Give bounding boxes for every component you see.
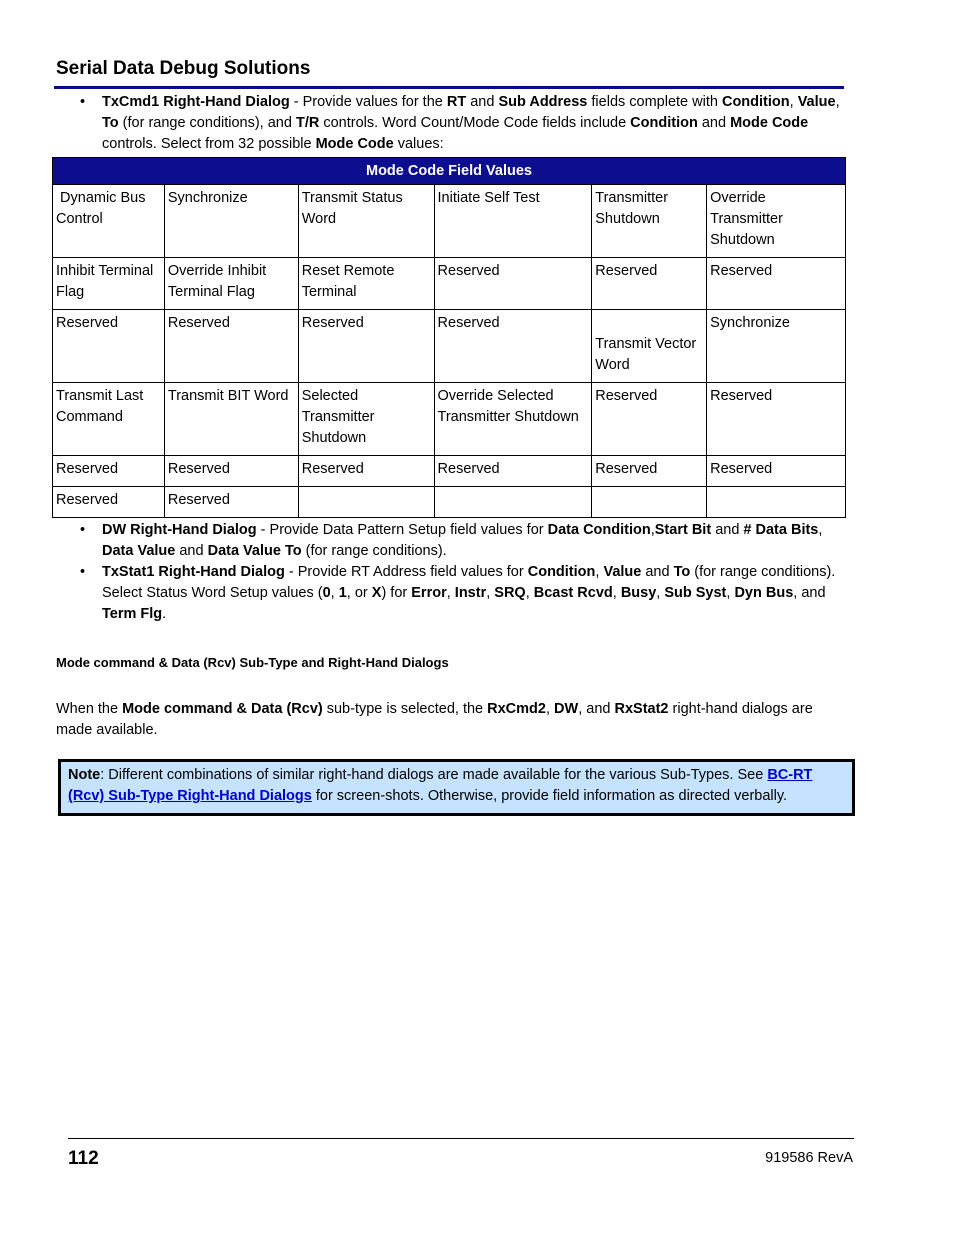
table-cell: [592, 310, 707, 383]
table-cell: Initiate Self Test: [434, 185, 592, 258]
table-cell: Synchronize: [164, 185, 298, 258]
table-cell: Transmit Last Command: [53, 383, 165, 456]
subtype-dialogs-link[interactable]: BC-RT (Rcv) Sub-Type Right-Hand Dialogs: [68, 767, 813, 804]
page-content: [52, 92, 846, 816]
table-cell: Reserved: [164, 456, 298, 487]
table-row: [53, 258, 846, 310]
bullet-dw: • DW Right-Hand Dialog - Provide Data Pattern Setup field values for Data Condition,Start Bit and # Data Bits, Data Value and Data Value To (for range conditions).: [80, 522, 823, 559]
table-cell: Transmitter Shutdown: [592, 185, 707, 258]
table-row: [53, 487, 846, 518]
table-cell: Reserved: [164, 487, 298, 518]
table-cell: [298, 487, 434, 518]
bullet-dot-icon: •: [80, 522, 86, 538]
note-label: Note: [68, 767, 101, 783]
table-cell: Reserved: [53, 456, 165, 487]
table-cell: Override Inhibit Terminal Flag: [164, 258, 298, 310]
bullet-dot-icon: •: [80, 94, 86, 110]
table-cell: [592, 487, 707, 518]
footer-rule: [68, 1138, 854, 1139]
table-cell: Override Transmitter Shutdown: [707, 185, 846, 258]
table-cell: Reserved: [164, 310, 298, 383]
table-row: [53, 456, 846, 487]
subsection-heading: Mode command & Data (Rcv) Sub-Type and Right-Hand Dialogs: [56, 655, 449, 670]
document-id: 919586 RevA: [765, 1150, 853, 1166]
table-cell: Reserved: [298, 456, 434, 487]
table-cell: Reset Remote Terminal: [298, 258, 434, 310]
page-number: 112: [68, 1148, 99, 1169]
table-cell: Selected Transmitter Shutdown: [298, 383, 434, 456]
table-cell: Override Selected Transmitter Shutdown: [434, 383, 592, 456]
bullet-dot-icon: •: [80, 564, 86, 580]
table-row: [53, 383, 846, 456]
section-title: Serial Data Debug Solutions: [56, 58, 311, 79]
table-cell: Inhibit Terminal Flag: [53, 258, 165, 310]
table-row: [53, 310, 846, 383]
cell-text: Transmit Vector Word: [595, 336, 697, 373]
table-cell: [434, 487, 592, 518]
table-cell: Reserved: [434, 456, 592, 487]
table-cell: Reserved: [592, 456, 707, 487]
table-cell: Reserved: [53, 310, 165, 383]
table-cell: [707, 487, 846, 518]
table-cell: Reserved: [707, 258, 846, 310]
table-row: [53, 185, 846, 258]
body-paragraph: When the Mode command & Data (Rcv) sub-type is selected, the RxCmd2, DW, and RxStat2 right-hand dialogs are made available.: [56, 701, 813, 738]
table-title: Mode Code Field Values: [53, 158, 846, 185]
mode-code-table: [52, 157, 846, 518]
table-cell: Reserved: [434, 258, 592, 310]
bullet-txstat1: • TxStat1 Right-Hand Dialog - Provide RT Address field values for Condition, Value and To (for range conditions). Select Status Word Setup values (0, 1, or X) for Error, Instr, SRQ, Bcast Rcvd, Busy, Sub Syst, Dyn Bus, and Term Flg.: [80, 564, 836, 622]
table-cell: Dynamic Bus Control: [53, 185, 165, 258]
table-cell: Reserved: [707, 456, 846, 487]
bullet-txcmd1: • TxCmd1 Right-Hand Dialog - Provide values for the RT and Sub Address fields complete with Condition, Value, To (for range conditions), and T/R controls. Word Count/Mode Code fields include Condition and Mode Code controls. Select from 32 possible Mode Code values:: [80, 94, 840, 152]
table-cell: Synchronize: [707, 310, 846, 383]
table-cell: Reserved: [592, 383, 707, 456]
bullet-list-bottom: [52, 520, 846, 625]
table-cell: Transmit BIT Word: [164, 383, 298, 456]
table-cell: Reserved: [298, 310, 434, 383]
table-cell: Reserved: [592, 258, 707, 310]
table-cell: Transmit Status Word: [298, 185, 434, 258]
table-cell: Reserved: [707, 383, 846, 456]
table-cell: Reserved: [53, 487, 165, 518]
header-rule: [54, 86, 844, 89]
note-box: Note: Different combinations of similar right-hand dialogs are made available for the various Sub-Types. See BC-RT (Rcv) Sub-Type Right-Hand Dialogs for screen-shots. Otherwise, provide field information as directed verbally.: [58, 759, 855, 816]
table-cell: Reserved: [434, 310, 592, 383]
bullet-list-top: [52, 92, 846, 155]
